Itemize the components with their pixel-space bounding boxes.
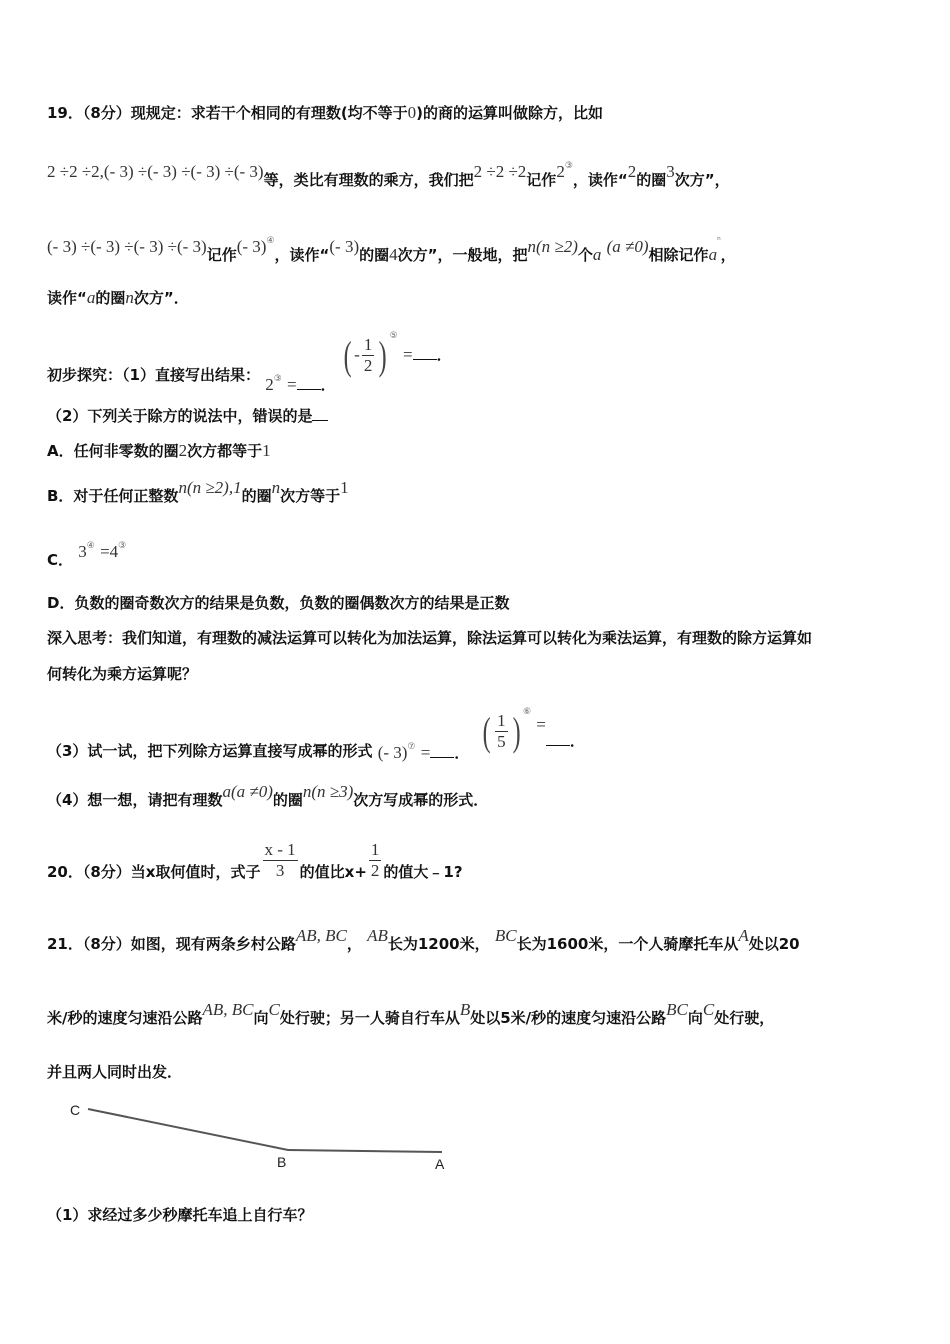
road-cb bbox=[88, 1109, 288, 1150]
answer-blank-1[interactable] bbox=[297, 377, 321, 390]
q19-part3: （3）试一试，把下列除方运算直接写成幂的形式 (- 3)⑦ = ． ( $\frac{1}{5}$ ) ⑥ =． bbox=[47, 707, 585, 762]
point-b-label: B bbox=[277, 1154, 287, 1170]
answer-blank-2[interactable] bbox=[413, 347, 437, 360]
fraction-half: $\frac{1}{2}$ bbox=[363, 335, 373, 375]
option-c: C． 3④ =4③ bbox=[47, 541, 127, 569]
q21-line1: 21．（8分）如图，现有两条乡村公路AB, BC， AB长为1200米， BC长为1600米，一个人骑摩托车从A处以20 bbox=[47, 926, 800, 953]
answer-blank-4[interactable] bbox=[546, 733, 570, 746]
q19-part1: 初步探究：（1）直接写出结果： 2③ = ． ( - $\frac{1}{2}$ ) ⑤ = ． bbox=[47, 331, 452, 394]
q21-line2: 米/秒的速度匀速沿公路AB, BC向C处行驶；另一人骑自行车从B处以5米/秒的速度匀速沿公路BC向C处行驶， bbox=[47, 1000, 775, 1027]
road-diagram bbox=[60, 1095, 460, 1180]
option-d: D．负数的圈奇数次方的结果是负数，负数的圈偶数次方的结果是正数 bbox=[47, 594, 510, 612]
q19-line4: 读作“a的圈n次方”． bbox=[47, 288, 189, 307]
option-b: B．对于任何正整数n(n ≥2),1的圈n次方等于1 bbox=[47, 478, 349, 505]
q21-line3: 并且两人同时出发． bbox=[47, 1063, 183, 1081]
option-a: A．任何非零数的圈2次方都等于1 bbox=[47, 441, 271, 460]
q19-header: 19．（8分）现规定：求若干个相同的有理数(均不等于0)的商的运算叫做除方，比如 bbox=[47, 103, 604, 122]
fraction-one-half: $\frac{1}{2}$ bbox=[370, 840, 380, 880]
answer-blank-3[interactable] bbox=[430, 745, 454, 758]
road-ba bbox=[288, 1150, 442, 1152]
q19-part2: （2）下列关于除方的说法中，错误的是 bbox=[47, 406, 328, 426]
deep-thinking-2: 何转化为乘方运算呢？ bbox=[47, 665, 198, 683]
q19-part4: （4）想一想，请把有理数a(a ≠0)的圈n(n ≥3)次方写成幂的形式． bbox=[47, 782, 489, 809]
point-a-label: A bbox=[435, 1156, 445, 1172]
point-c-label: C bbox=[70, 1102, 81, 1118]
q19-line2: 2 ÷2 ÷2,(- 3) ÷(- 3) ÷(- 3) ÷(- 3)等，类比有理数的乘方，我们把2 ÷2 ÷2记作2③，读作“2的圈3次方”， bbox=[47, 161, 730, 189]
deep-thinking-1: 深入思考：我们知道，有理数的减法运算可以转化为加法运算，除法运算可以转化为乘法运算，有理数的除方运算如 bbox=[47, 629, 813, 647]
q21-sub1: （1）求经过多少秒摩托车追上自行车？ bbox=[47, 1206, 313, 1224]
q19-line3: (- 3) ÷(- 3) ÷(- 3) ÷(- 3)记作(- 3)④，读作“(- 3)的圈4次方”，一般地，把n(n ≥2)个a (a ≠0)相除记作$a^{^n}$， bbox=[47, 236, 736, 264]
fraction-fifth: $\frac{1}{5}$ bbox=[497, 711, 506, 751]
fraction-x-minus-1-over-3: $\frac{x - 1}{3}$ bbox=[264, 840, 296, 880]
answer-blank-choice[interactable] bbox=[312, 408, 328, 421]
q20: 20．（8分）当x取何值时，式子 $\frac{x - 1}{3}$ 的值比x+ $\frac{1}{2}$ 的值大﹣1? bbox=[47, 840, 463, 881]
